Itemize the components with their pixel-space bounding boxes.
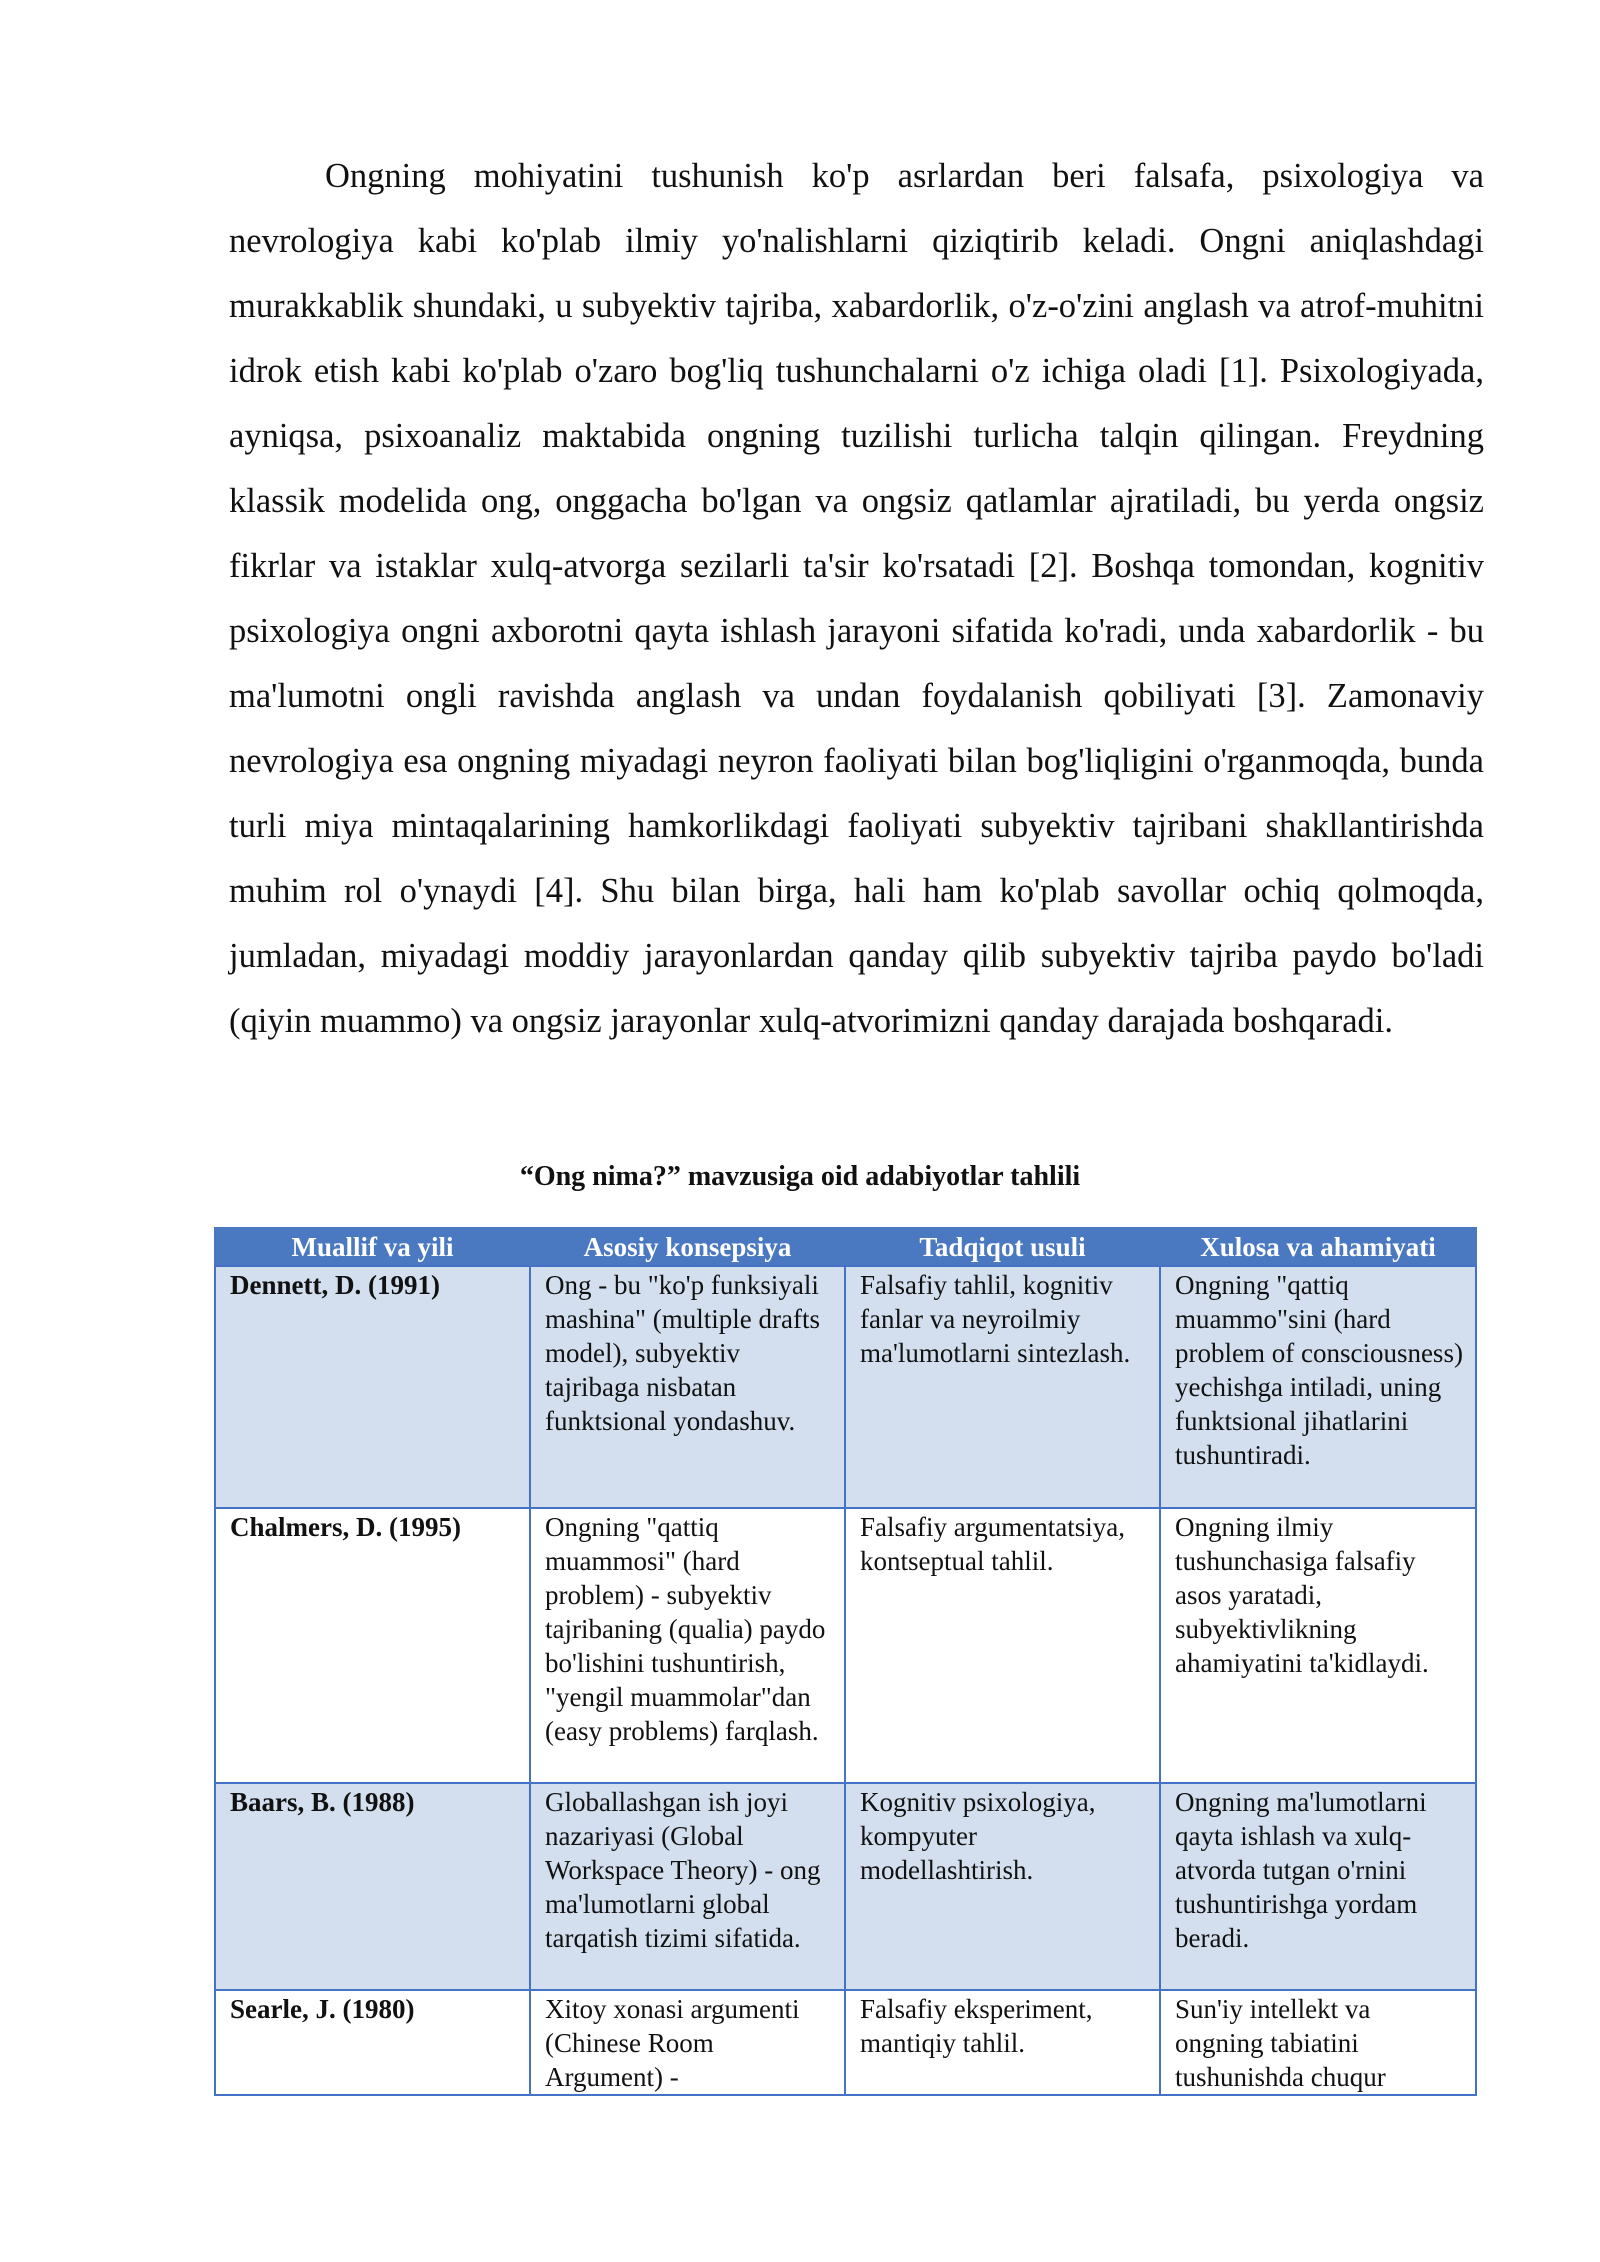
cell-concept: Ongning "qattiq muammosi" (hard problem) - subyektiv tajribaning (qualia) paydo bo'lishini tushuntirish, "yengil muammolar"dan (easy problems) farqlash. (530, 1508, 845, 1783)
table-header-row (215, 1228, 1476, 1266)
cell-conclusion: Ongning ilmiy tushunchasiga falsafiy asos yaratadi, subyektivlikning ahamiyatini ta'kidlaydi. (1160, 1508, 1476, 1783)
cell-method: Kognitiv psixologiya, kompyuter modellashtirish. (845, 1783, 1160, 1990)
cell-method: Falsafiy tahlil, kognitiv fanlar va neyroilmiy ma'lumotlarni sintezlash. (845, 1266, 1160, 1508)
cell-concept: Xitoy xonasi argumenti (Chinese Room Argument) - (530, 1990, 845, 2095)
table-caption: “Ong nima?” mavzusiga oid adabiyotlar tahlili (519, 1161, 1081, 1192)
table-row (215, 1783, 1476, 1990)
literature-table (214, 1227, 1477, 2096)
cell-concept: Ong - bu "ko'p funksiyali mashina" (multiple drafts model), subyektiv tajribaga nisbatan funktsional yondashuv. (530, 1266, 845, 1508)
header-research-method: Tadqiqot usuli (845, 1228, 1160, 1266)
table-row (215, 1508, 1476, 1783)
cell-author: Searle, J. (1980) (215, 1990, 530, 2095)
cell-conclusion: Ongning ma'lumotlarni qayta ishlash va xulq-atvorda tutgan o'rnini tushuntirishga yordam beradi. (1160, 1783, 1476, 1990)
cell-author: Chalmers, D. (1995) (215, 1508, 530, 1783)
cell-conclusion: Ongning "qattiq muammo"sini (hard problem of consciousness) yechishga intiladi, uning funktsional jihatlarini tushuntiradi. (1160, 1266, 1476, 1508)
table-row (215, 1266, 1476, 1508)
cell-author: Baars, B. (1988) (215, 1783, 530, 1990)
header-conclusion: Xulosa va ahamiyati (1160, 1228, 1476, 1266)
body-paragraph: Ongning mohiyatini tushunish ko'p asrlardan beri falsafa, psixologiya va nevrologiya kabi ko'plab ilmiy yo'nalishlarni qiziqtirib keladi. Ongni aniqlashdagi murakkablik shundaki, u subyektiv tajriba, xabardorlik, o'z-o'zini anglash va atrof-muhitni idrok etish kabi ko'plab o'zaro bog'liq tushunchalarni o'z ichiga oladi [1]. Psixologiyada, ayniqsa, psixoanaliz maktabida ongning tuzilishi turlicha talqin qilingan. Freydning klassik modelida ong, onggacha bo'lgan va ongsiz qatlamlar ajratiladi, bu yerda ongsiz fikrlar va istaklar xulq-atvorga sezilarli ta'sir ko'rsatadi [2]. Boshqa tomondan, kognitiv psixologiya ongni axborotni qayta ishlash jarayoni sifatida ko'radi, unda xabardorlik - bu ma'lumotni ongli ravishda anglash va undan foydalanish qobiliyati [3]. Zamonaviy nevrologiya esa ongning miyadagi neyron faoliyati bilan bog'liqligini o'rganmoqda, bunda turli miya mintaqalarining hamkorlikdagi faoliyati subyektiv tajribani shakllantirishda muhim rol o'ynaydi [4]. Shu bilan birga, hali ham ko'plab savollar ochiq qolmoqda, jumladan, miyadagi moddiy jarayonlardan qanday qilib subyektiv tajriba paydo bo'ladi (qiyin muammo) va ongsiz jarayonlar xulq-atvorimizni qanday darajada boshqaradi. (229, 157, 1484, 1040)
cell-method: Falsafiy argumentatsiya, kontseptual tahlil. (845, 1508, 1160, 1783)
cell-conclusion: Sun'iy intellekt va ongning tabiatini tushunishda chuqur (1160, 1990, 1476, 2095)
header-main-concept: Asosiy konsepsiya (530, 1228, 845, 1266)
header-author-year: Muallif va yili (215, 1228, 530, 1266)
table-row (215, 1990, 1476, 2095)
cell-author: Dennett, D. (1991) (215, 1266, 530, 1508)
cell-method: Falsafiy eksperiment, mantiqiy tahlil. (845, 1990, 1160, 2095)
cell-concept: Globallashgan ish joyi nazariyasi (Global Workspace Theory) - ong ma'lumotlarni global tarqatish tizimi sifatida. (530, 1783, 845, 1990)
